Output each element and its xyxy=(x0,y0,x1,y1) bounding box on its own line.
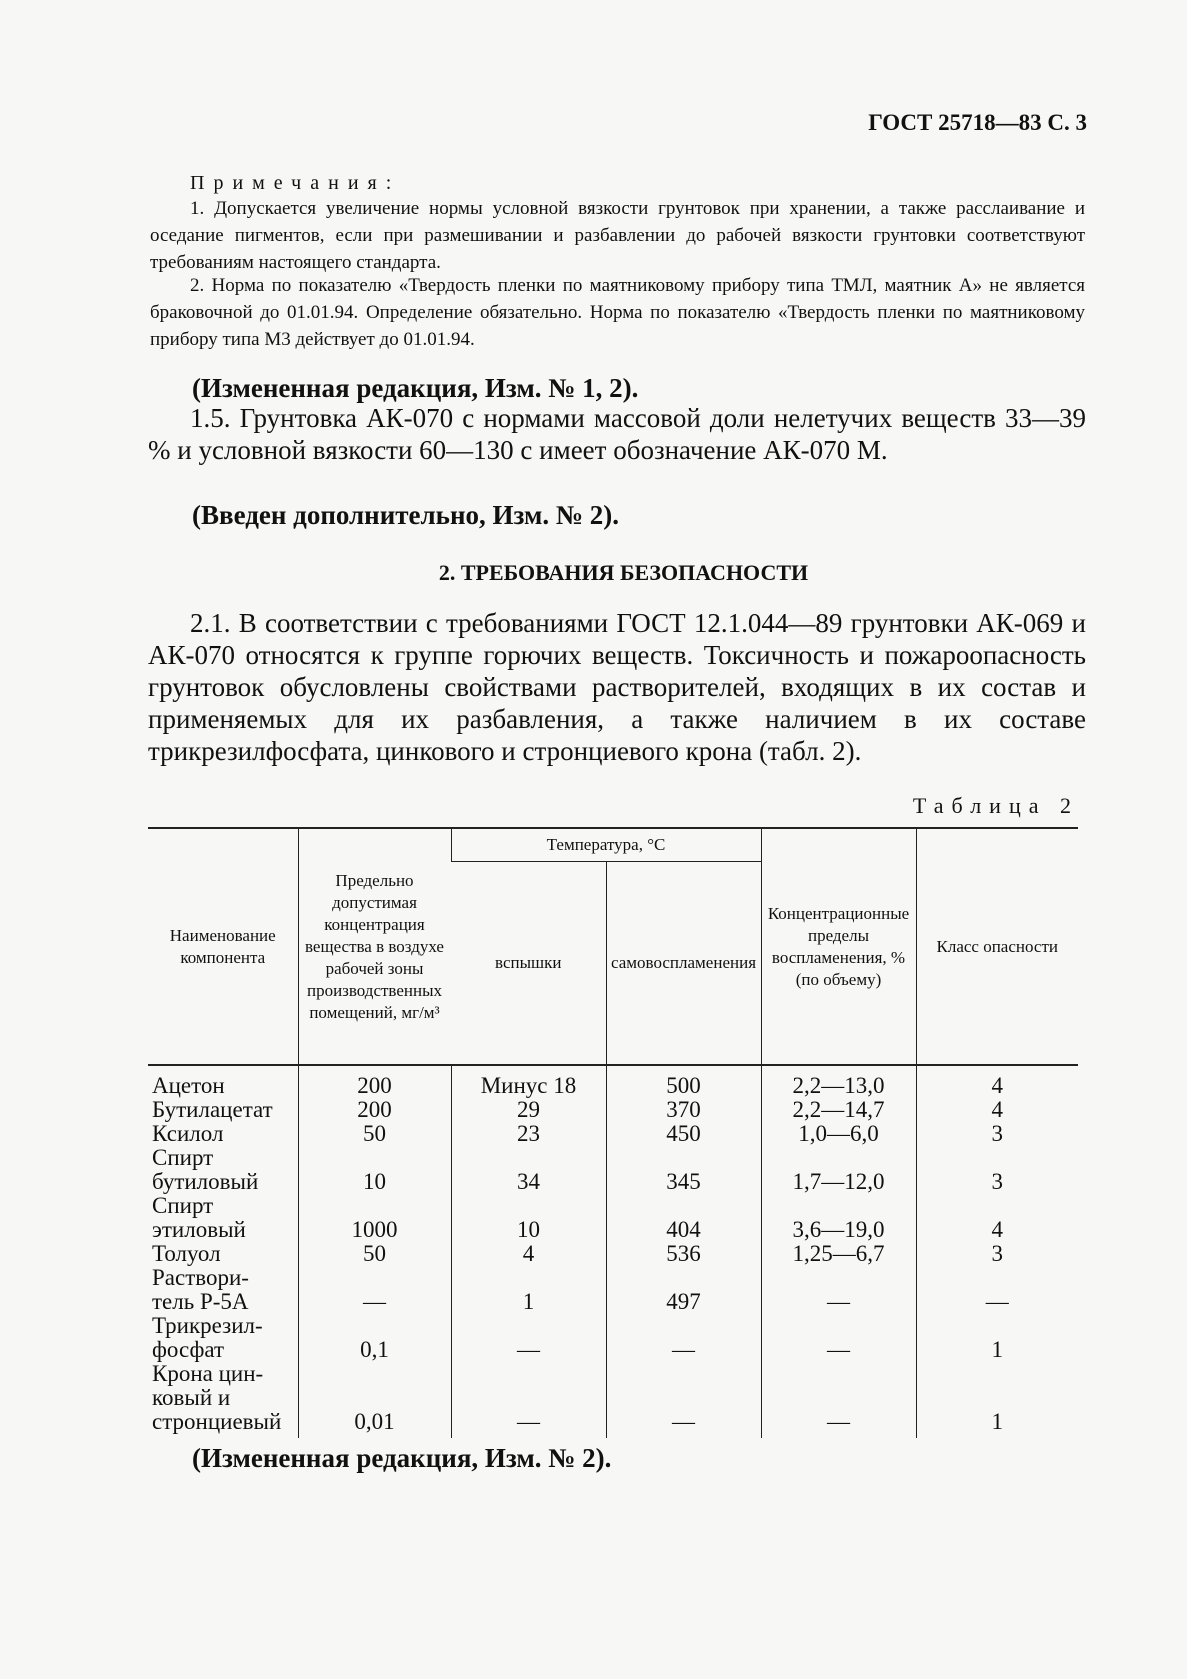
table-body xyxy=(148,1065,1078,1438)
cell-limits: 2,2—13,0 xyxy=(761,1065,916,1098)
component-name-line: фосфат xyxy=(152,1337,225,1362)
cell-autoign: — xyxy=(606,1314,761,1362)
paragraph-1-5: 1.5. Грунтовка АК-070 с нормами массовой доли нелетучих веществ 33—39 % и условной вязкости 60—130 с имеет обозначение АК-070 М. xyxy=(148,403,1086,465)
cell-limits: — xyxy=(761,1314,916,1362)
cell-mac: — xyxy=(298,1266,451,1314)
note-1: 1. Допускается увеличение нормы условной вязкости грунтовок при хранении, а также расслаивание и оседание пигментов, если при размешивании и разбавлении до рабочей вязкости грунтовки соответствуют требованиям настоящего стандарта. xyxy=(150,198,1085,273)
cell-hazard: 3 xyxy=(916,1242,1078,1266)
component-name-line: Ацетон xyxy=(152,1073,225,1098)
note-2: 2. Норма по показателю «Твердость пленки по маятниковому прибору типа ТМЛ, маятник А» не является браковочной до 01.01.94. Определение обязательно. Норма по показателю «Твердость пленки по маятниковому прибору типа М3 действует до 01.01.94. xyxy=(150,275,1085,350)
cell-autoign: 500 xyxy=(606,1065,761,1098)
cell-mac: 200 xyxy=(298,1098,451,1122)
component-name-line: этиловый xyxy=(152,1217,246,1242)
cell-mac: 10 xyxy=(298,1146,451,1194)
cell-mac: 1000 xyxy=(298,1194,451,1242)
component-name-line: стронциевый xyxy=(152,1409,282,1434)
component-name-line: Спирт xyxy=(152,1193,214,1218)
cell-mac: 200 xyxy=(298,1065,451,1098)
cell-limits: 1,0—6,0 xyxy=(761,1122,916,1146)
cell-limits: 1,7—12,0 xyxy=(761,1146,916,1194)
cell-component-name xyxy=(148,1194,298,1242)
cell-hazard: 1 xyxy=(916,1314,1078,1362)
cell-component-name xyxy=(148,1314,298,1362)
cell-limits: 2,2—14,7 xyxy=(761,1098,916,1122)
cell-flash: — xyxy=(451,1314,606,1362)
table-row xyxy=(148,1146,1078,1194)
amendment-note-1: (Измененная редакция, Изм. № 1, 2). xyxy=(192,373,639,403)
cell-limits: — xyxy=(761,1362,916,1438)
cell-hazard: 3 xyxy=(916,1122,1078,1146)
component-name-line: ковый и xyxy=(152,1385,231,1410)
component-name-line: Толуол xyxy=(152,1241,221,1266)
cell-component-name xyxy=(148,1122,298,1146)
cell-component-name xyxy=(148,1362,298,1438)
component-name-line: Бутилацетат xyxy=(152,1097,273,1122)
cell-autoign: 345 xyxy=(606,1146,761,1194)
table-caption: Таблица 2 xyxy=(912,793,1079,818)
header-temperature: Температура, °С xyxy=(451,828,761,862)
component-name-line: тель Р-5А xyxy=(152,1289,249,1314)
table-row xyxy=(148,1314,1078,1362)
notes-title: Примечания: xyxy=(190,172,401,194)
cell-flash: 34 xyxy=(451,1146,606,1194)
component-name-line: Крона цин- xyxy=(152,1361,264,1386)
cell-component-name xyxy=(148,1098,298,1122)
cell-hazard: 1 xyxy=(916,1362,1078,1438)
amendment-note-2: (Введен дополнительно, Изм. № 2). xyxy=(192,500,619,530)
cell-component-name xyxy=(148,1065,298,1098)
cell-mac: 0,1 xyxy=(298,1314,451,1362)
cell-component-name xyxy=(148,1146,298,1194)
table-row xyxy=(148,1362,1078,1438)
cell-flash: Минус 18 xyxy=(451,1065,606,1098)
amendment-note-3: (Измененная редакция, Изм. № 2). xyxy=(192,1443,612,1473)
header-flash: вспышки xyxy=(451,862,606,1066)
cell-component-name xyxy=(148,1242,298,1266)
cell-mac: 50 xyxy=(298,1242,451,1266)
table-row xyxy=(148,1098,1078,1122)
cell-autoign: 370 xyxy=(606,1098,761,1122)
cell-hazard: 3 xyxy=(916,1146,1078,1194)
cell-limits: — xyxy=(761,1266,916,1314)
component-name-line: бутиловый xyxy=(152,1169,259,1194)
cell-mac: 0,01 xyxy=(298,1362,451,1438)
cell-flash: 23 xyxy=(451,1122,606,1146)
section-title: 2. ТРЕБОВАНИЯ БЕЗОПАСНОСТИ xyxy=(438,560,809,585)
cell-hazard: — xyxy=(916,1266,1078,1314)
header-name: Наименование компонента xyxy=(148,828,298,1065)
header-mac: Предельно допустимая концентрация вещества в воздухе рабочей зоны производственных помещений, мг/м³ xyxy=(298,828,451,1065)
table-row xyxy=(148,1194,1078,1242)
cell-autoign: 536 xyxy=(606,1242,761,1266)
table-row xyxy=(148,1242,1078,1266)
cell-hazard: 4 xyxy=(916,1098,1078,1122)
cell-flash: 4 xyxy=(451,1242,606,1266)
cell-flash: 29 xyxy=(451,1098,606,1122)
cell-autoign: 450 xyxy=(606,1122,761,1146)
component-name-line: Раствори- xyxy=(152,1265,249,1290)
header-hazard-class: Класс опасности xyxy=(916,828,1078,1065)
header-autoignition: самовоспламенения xyxy=(606,862,761,1066)
table-row xyxy=(148,1122,1078,1146)
component-name-line: Ксилол xyxy=(152,1121,224,1146)
cell-flash: — xyxy=(451,1362,606,1438)
cell-autoign: — xyxy=(606,1362,761,1438)
component-name-line: Трикрезил- xyxy=(152,1313,263,1338)
page-header: ГОСТ 25718—83 С. 3 xyxy=(868,110,1087,135)
table-row xyxy=(148,1065,1078,1098)
cell-limits: 3,6—19,0 xyxy=(761,1194,916,1242)
hazard-table xyxy=(148,827,1078,1438)
cell-autoign: 497 xyxy=(606,1266,761,1314)
cell-hazard: 4 xyxy=(916,1065,1078,1098)
cell-flash: 1 xyxy=(451,1266,606,1314)
cell-autoign: 404 xyxy=(606,1194,761,1242)
cell-hazard: 4 xyxy=(916,1194,1078,1242)
header-limits: Концентрационные пределы воспламенения, % (по объему) xyxy=(761,828,916,1065)
table-row xyxy=(148,1266,1078,1314)
component-name-line: Спирт xyxy=(152,1145,214,1170)
cell-component-name xyxy=(148,1266,298,1314)
cell-mac: 50 xyxy=(298,1122,451,1146)
paragraph-2-1: 2.1. В соответствии с требованиями ГОСТ 12.1.044—89 грунтовки АК-069 и АК-070 относятся к группе горючих веществ. Токсичность и пожароопасность грунтовок обусловлены свойствами растворителей, входящих в их состав и применяемых для их разбавления, а также наличием в их составе трикрезилфосфата, цинкового и стронциевого крона (табл. 2). xyxy=(148,608,1086,766)
cell-flash: 10 xyxy=(451,1194,606,1242)
cell-limits: 1,25—6,7 xyxy=(761,1242,916,1266)
